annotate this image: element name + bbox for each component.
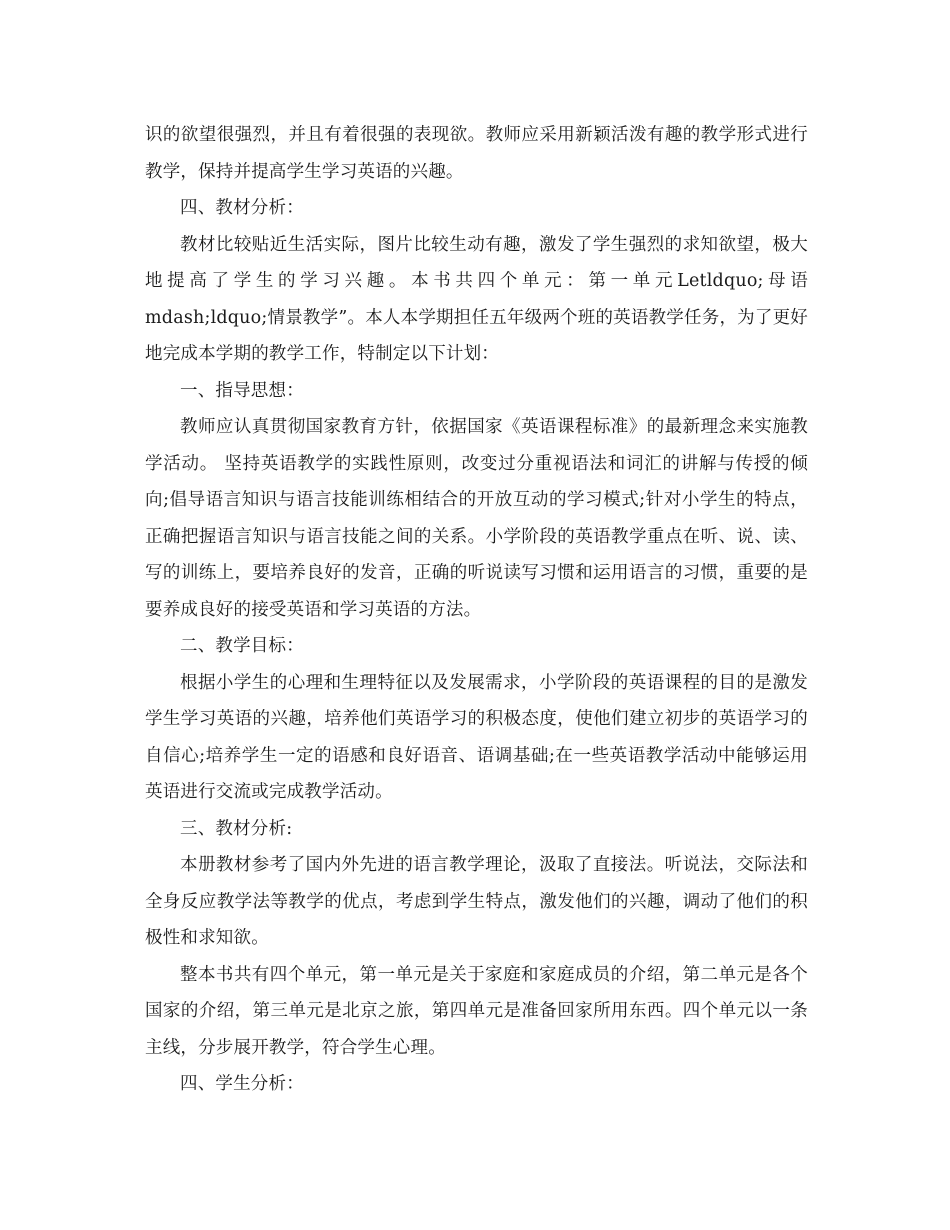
paragraph-10: 整本书共有四个单元，第一单元是关于家庭和家庭成员的介绍，第二单元是各个国家的介绍，第三单元是北京之旅，第四单元是准备回家所用东西。四个单元以一条主线，分步展开教学，符合学生心理。 — [145, 964, 808, 1058]
section-heading-student-analysis: 四、学生分析： — [180, 1074, 304, 1094]
document-body — [145, 117, 808, 1103]
section-heading-teaching-goals: 二、教学目标： — [180, 636, 304, 656]
paragraph-3: 教材比较贴近生活实际，图片比较生动有趣，激发了学生强烈的求知欲望，极大地提高了学生的学习兴趣。本书共四个单元：第一单元Letldquo;母语mdash;ldquo;情景教学”。本人本学期担任五年级两个班的英语教学任务，为了更好地完成本学期的教学工作，特制定以下计划： — [145, 234, 808, 364]
paragraph-9: 本册教材参考了国内外先进的语言教学理论，汲取了直接法。听说法，交际法和全身反应教学法等教学的优点，考虑到学生特点，激发他们的兴趣，调动了他们的积极性和求知欲。 — [145, 855, 808, 948]
section-heading-textbook-analysis-2: 三、教材分析: — [180, 818, 293, 839]
section-heading-guiding-ideology: 一、指导思想： — [180, 380, 304, 401]
paragraph-1: 识的欲望很强烈，并且有着很强的表现欲。教师应采用新颖活泼有趣的教学形式进行教学，保持并提高学生学习英语的兴趣。 — [145, 125, 808, 182]
paragraph-5: 教师应认真贯彻国家教育方针，依据国家《英语课程标准》的最新理念来实施教学活动。 坚持英语教学的实践性原则，改变过分重视语法和词汇的讲解与传授的倾向;倡导语言知识与语言技能训练相结合的开放互动的学习模式;针对小学生的特点，正确把握语言知识与语言技能之间的关系。小学阶段的英语教学重点在听、说、读、写的训练上，要培养良好的发音，正确的听说读写习惯和运用语言的习惯，重要的是要养成良好的接受英语和学习英语的方法。 — [145, 417, 808, 620]
paragraph-7: 根据小学生的心理和生理特征以及发展需求，小学阶段的英语课程的目的是激发学生学习英语的兴趣，培养他们英语学习的积极态度，使他们建立初步的英语学习的自信心;培养学生一定的语感和良好语音、语调基础;在一些英语教学活动中能够运用英语进行交流或完成教学活动。 — [145, 672, 808, 802]
section-heading-textbook-analysis: 四、教材分析： — [180, 198, 304, 218]
